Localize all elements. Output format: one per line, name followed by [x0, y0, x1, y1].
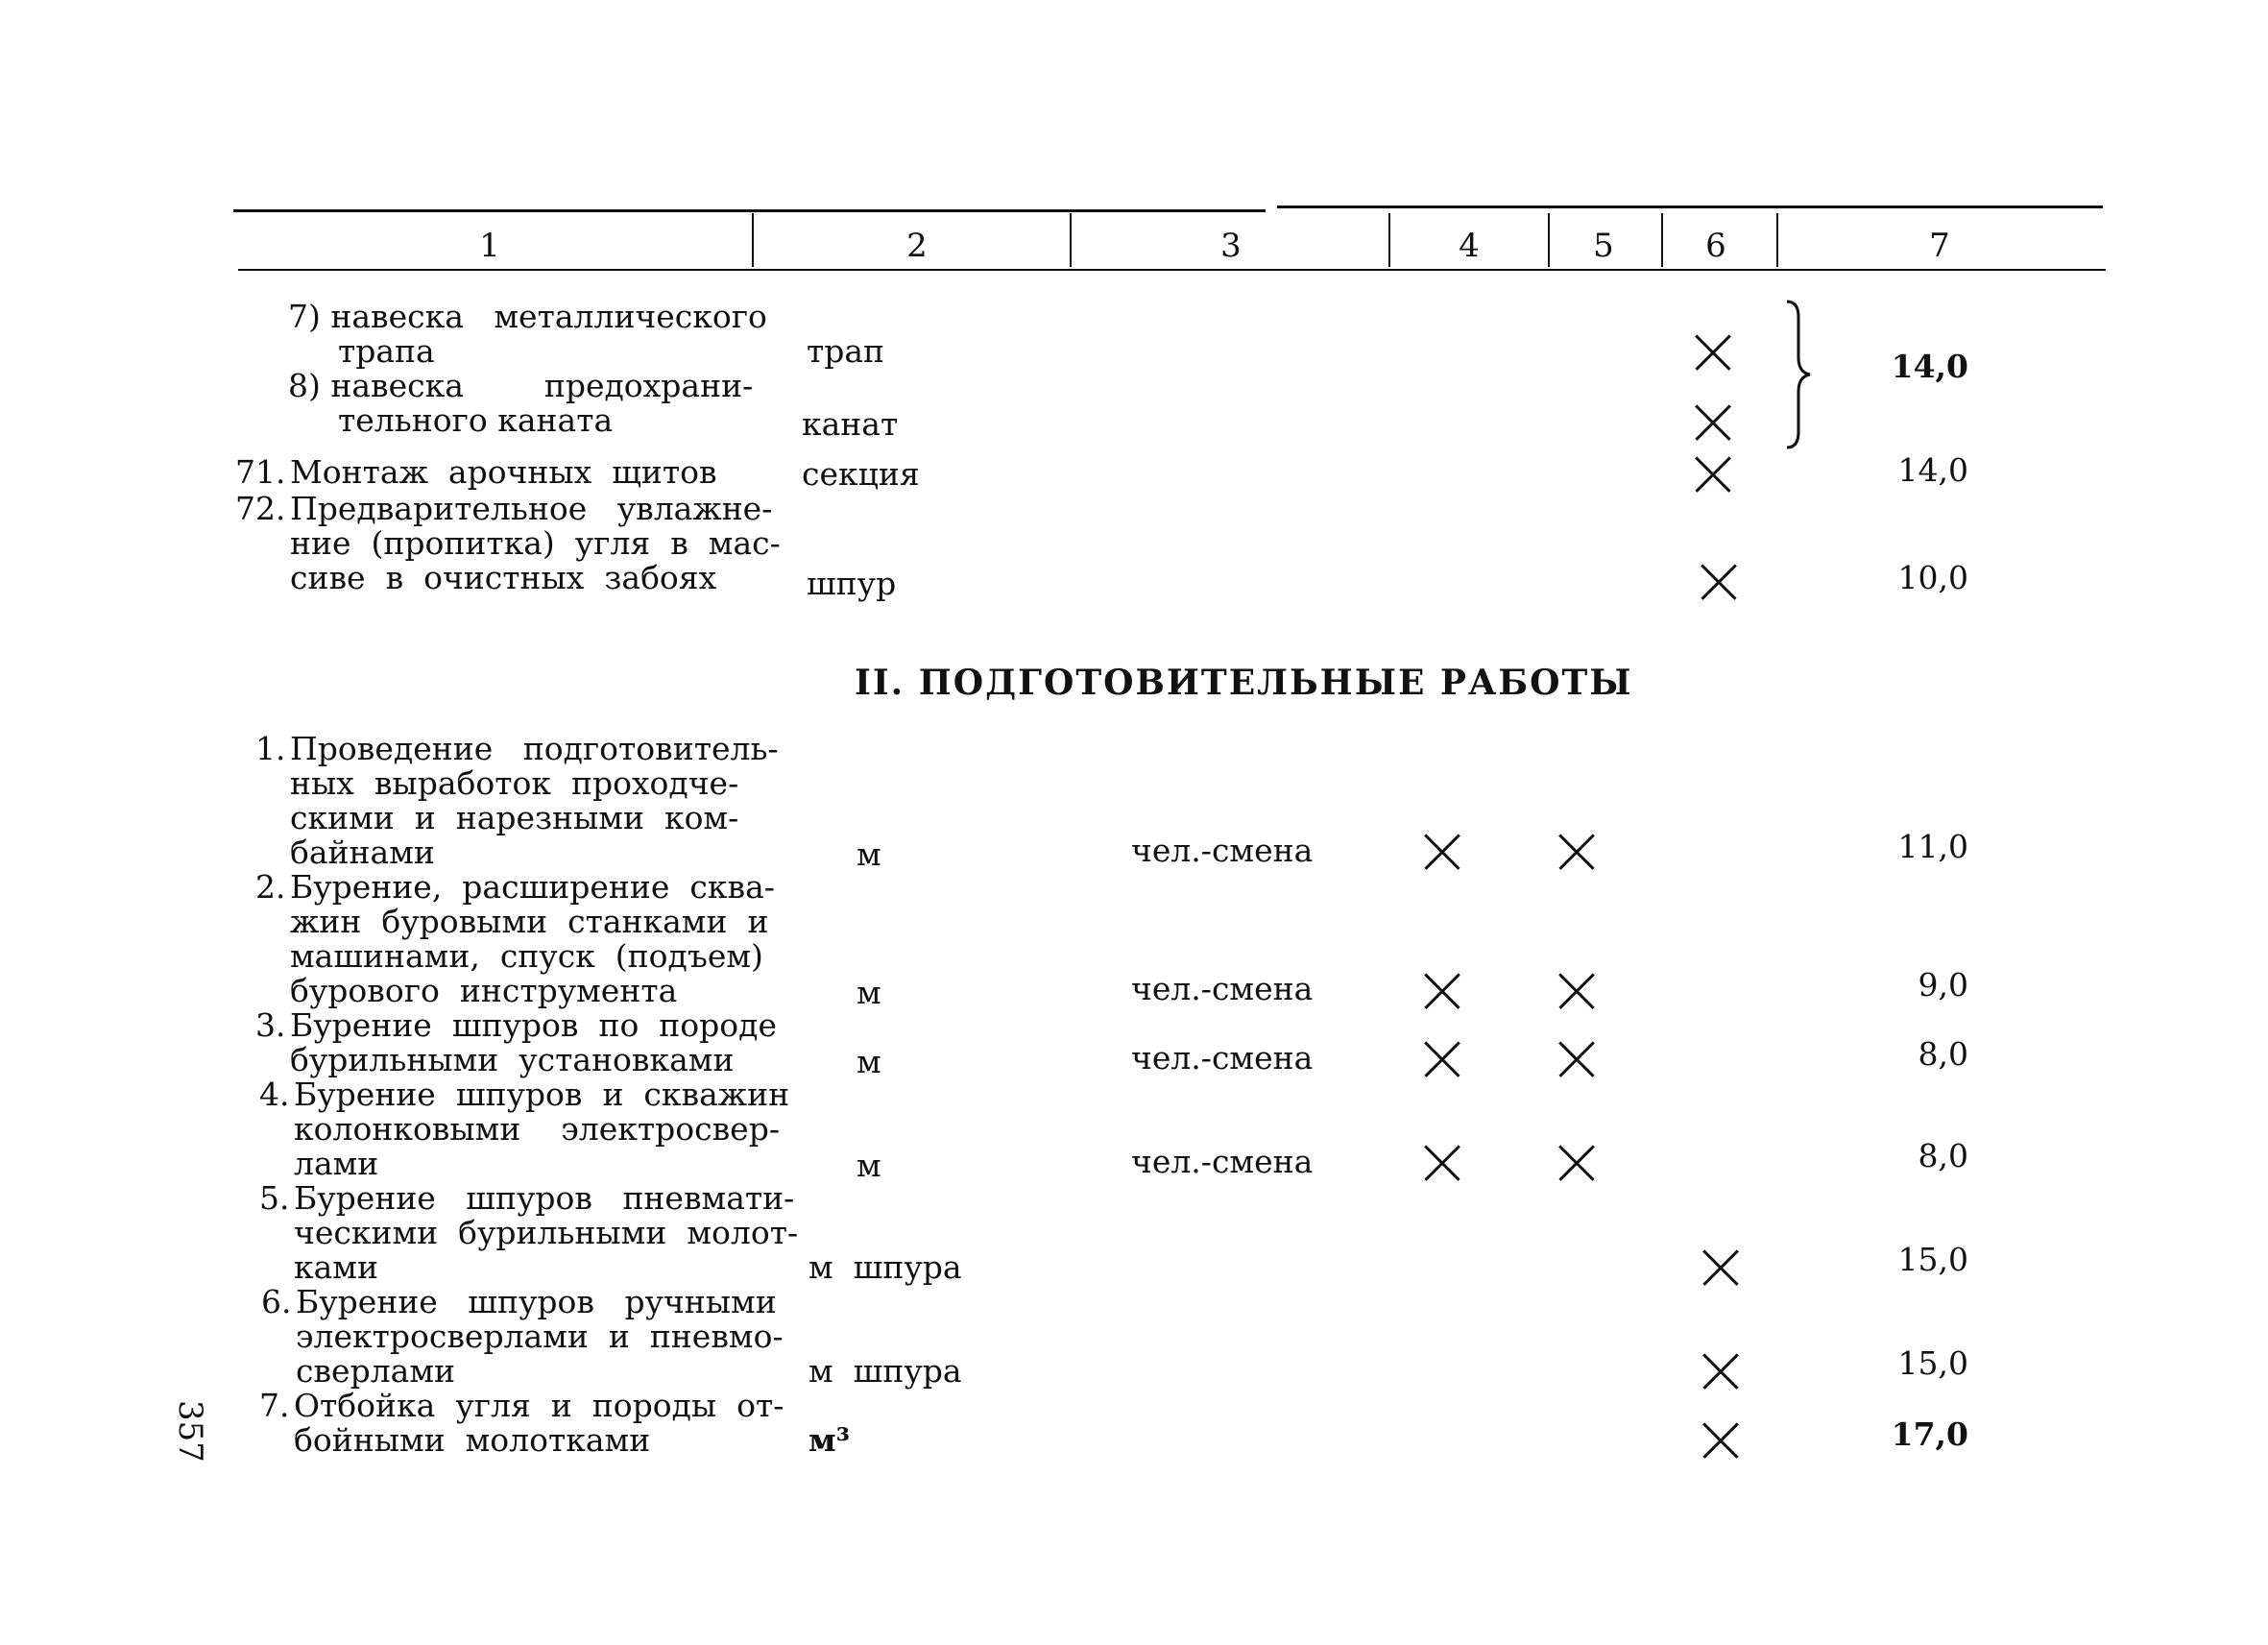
col-header-2: 2	[906, 227, 928, 265]
unit3-cell: чел.-смена	[1131, 970, 1314, 1007]
value-cell: 8,0	[1918, 1035, 1968, 1073]
col-sep	[1661, 213, 1663, 267]
row-number: 3.	[255, 1006, 286, 1044]
col-sep	[1388, 213, 1390, 267]
header-bottom-rule	[238, 269, 2106, 271]
value-cell: 15,0	[1897, 1344, 1968, 1382]
unit-cell: м	[857, 1043, 881, 1080]
cross-mark	[1423, 1040, 1461, 1078]
row-number: 4.	[259, 1076, 290, 1113]
unit-cell: м шпура	[808, 1352, 962, 1390]
unit-cell: трап	[807, 332, 885, 370]
row-number: 2.	[255, 868, 286, 906]
row-text: Бурение шпуров пневмати-	[294, 1179, 795, 1217]
col-header-1: 1	[479, 227, 500, 265]
row-text: ных выработок проходче-	[290, 764, 739, 802]
cross-mark	[1557, 972, 1596, 1010]
cross-mark	[1694, 333, 1732, 372]
col-sep	[1070, 213, 1072, 267]
cross-mark	[1700, 563, 1738, 601]
row-text: 7) навеска металлического	[288, 298, 767, 335]
unit-cell: м	[857, 974, 881, 1011]
col-header-5: 5	[1593, 227, 1614, 265]
row-text: Бурение шпуров по породе	[290, 1006, 778, 1044]
unit3-cell: чел.-смена	[1131, 832, 1314, 869]
value-cell: 14,0	[1897, 451, 1968, 489]
row-text: жин буровыми станками и	[290, 903, 769, 940]
row-number: 1.	[255, 730, 286, 767]
row-number: 71.	[235, 453, 286, 491]
row-number: 5.	[259, 1179, 290, 1217]
row-number: 72.	[235, 490, 286, 527]
col-sep	[1548, 213, 1550, 267]
unit-cell: м	[857, 1147, 881, 1184]
cross-mark	[1694, 403, 1732, 442]
value-cell: 17,0	[1891, 1415, 1968, 1453]
value-cell: 8,0	[1918, 1137, 1968, 1174]
row-text: скими и нарезными ком-	[290, 799, 739, 836]
row-text: машинами, спуск (подъем)	[290, 937, 763, 975]
row-text: бурового инструмента	[290, 972, 678, 1009]
cross-mark	[1694, 455, 1732, 494]
cross-mark	[1557, 1144, 1596, 1182]
value-cell: 9,0	[1918, 966, 1968, 1004]
row-text: ческими бурильными молот-	[294, 1214, 799, 1251]
cross-mark	[1423, 972, 1461, 1010]
row-number: 7.	[259, 1387, 290, 1424]
value-cell: 14,0	[1891, 348, 1968, 385]
value-cell: 15,0	[1897, 1241, 1968, 1278]
unit-cell: м	[857, 835, 881, 873]
top-rule-left	[233, 209, 1266, 212]
cross-mark	[1557, 833, 1596, 871]
row-text: тельного каната	[338, 401, 614, 439]
col-header-4: 4	[1459, 227, 1480, 265]
section-title: II. ПОДГОТОВИТЕЛЬНЫЕ РАБОТЫ	[855, 663, 1633, 703]
row-text: Предварительное увлажне-	[290, 490, 773, 527]
row-number: 6.	[261, 1283, 292, 1320]
unit-cell: шпур	[807, 565, 897, 602]
cross-mark	[1557, 1040, 1596, 1078]
col-sep	[1776, 213, 1778, 267]
row-text: сиве в очистных забоях	[290, 559, 717, 596]
col-header-3: 3	[1220, 227, 1242, 265]
page-number: 357	[171, 1400, 209, 1463]
unit-cell: м³	[808, 1421, 851, 1459]
row-text: байнами	[290, 834, 435, 871]
row-text: Бурение, расширение сква-	[290, 868, 775, 906]
row-text: электросверлами и пневмо-	[296, 1318, 784, 1355]
value-cell: 11,0	[1897, 828, 1968, 865]
row-text: бурильными установками	[290, 1041, 735, 1078]
value-cell: 10,0	[1897, 559, 1968, 596]
row-text: 8) навеска предохрани-	[288, 367, 754, 404]
unit3-cell: чел.-смена	[1131, 1143, 1314, 1180]
brace-icon	[1781, 298, 1820, 451]
row-text: Отбойка угля и породы от-	[294, 1387, 784, 1424]
row-text: лами	[294, 1145, 379, 1182]
cross-mark	[1701, 1248, 1740, 1287]
cross-mark	[1701, 1352, 1740, 1391]
row-text: ками	[294, 1248, 378, 1286]
row-text: трапа	[338, 332, 435, 370]
cross-mark	[1423, 833, 1461, 871]
col-sep	[752, 213, 754, 267]
col-header-6: 6	[1705, 227, 1726, 265]
row-text: Бурение шпуров и скважин	[294, 1076, 790, 1113]
row-text: сверлами	[296, 1352, 456, 1390]
cross-mark	[1701, 1421, 1740, 1460]
row-text: бойными молотками	[294, 1421, 651, 1459]
row-text: ние (пропитка) угля в мас-	[290, 524, 781, 562]
row-text: колонковыми электросвер-	[294, 1110, 780, 1148]
unit-cell: м шпура	[808, 1248, 962, 1286]
unit-cell: канат	[802, 405, 899, 443]
col-header-7: 7	[1929, 227, 1950, 265]
unit3-cell: чел.-смена	[1131, 1039, 1314, 1077]
unit-cell: секция	[802, 455, 920, 493]
row-text: Бурение шпуров ручными	[296, 1283, 777, 1320]
row-text: Монтаж арочных щитов	[290, 453, 717, 491]
cross-mark	[1423, 1144, 1461, 1182]
top-rule-right	[1277, 206, 2103, 208]
row-text: Проведение подготовитель-	[290, 730, 779, 767]
